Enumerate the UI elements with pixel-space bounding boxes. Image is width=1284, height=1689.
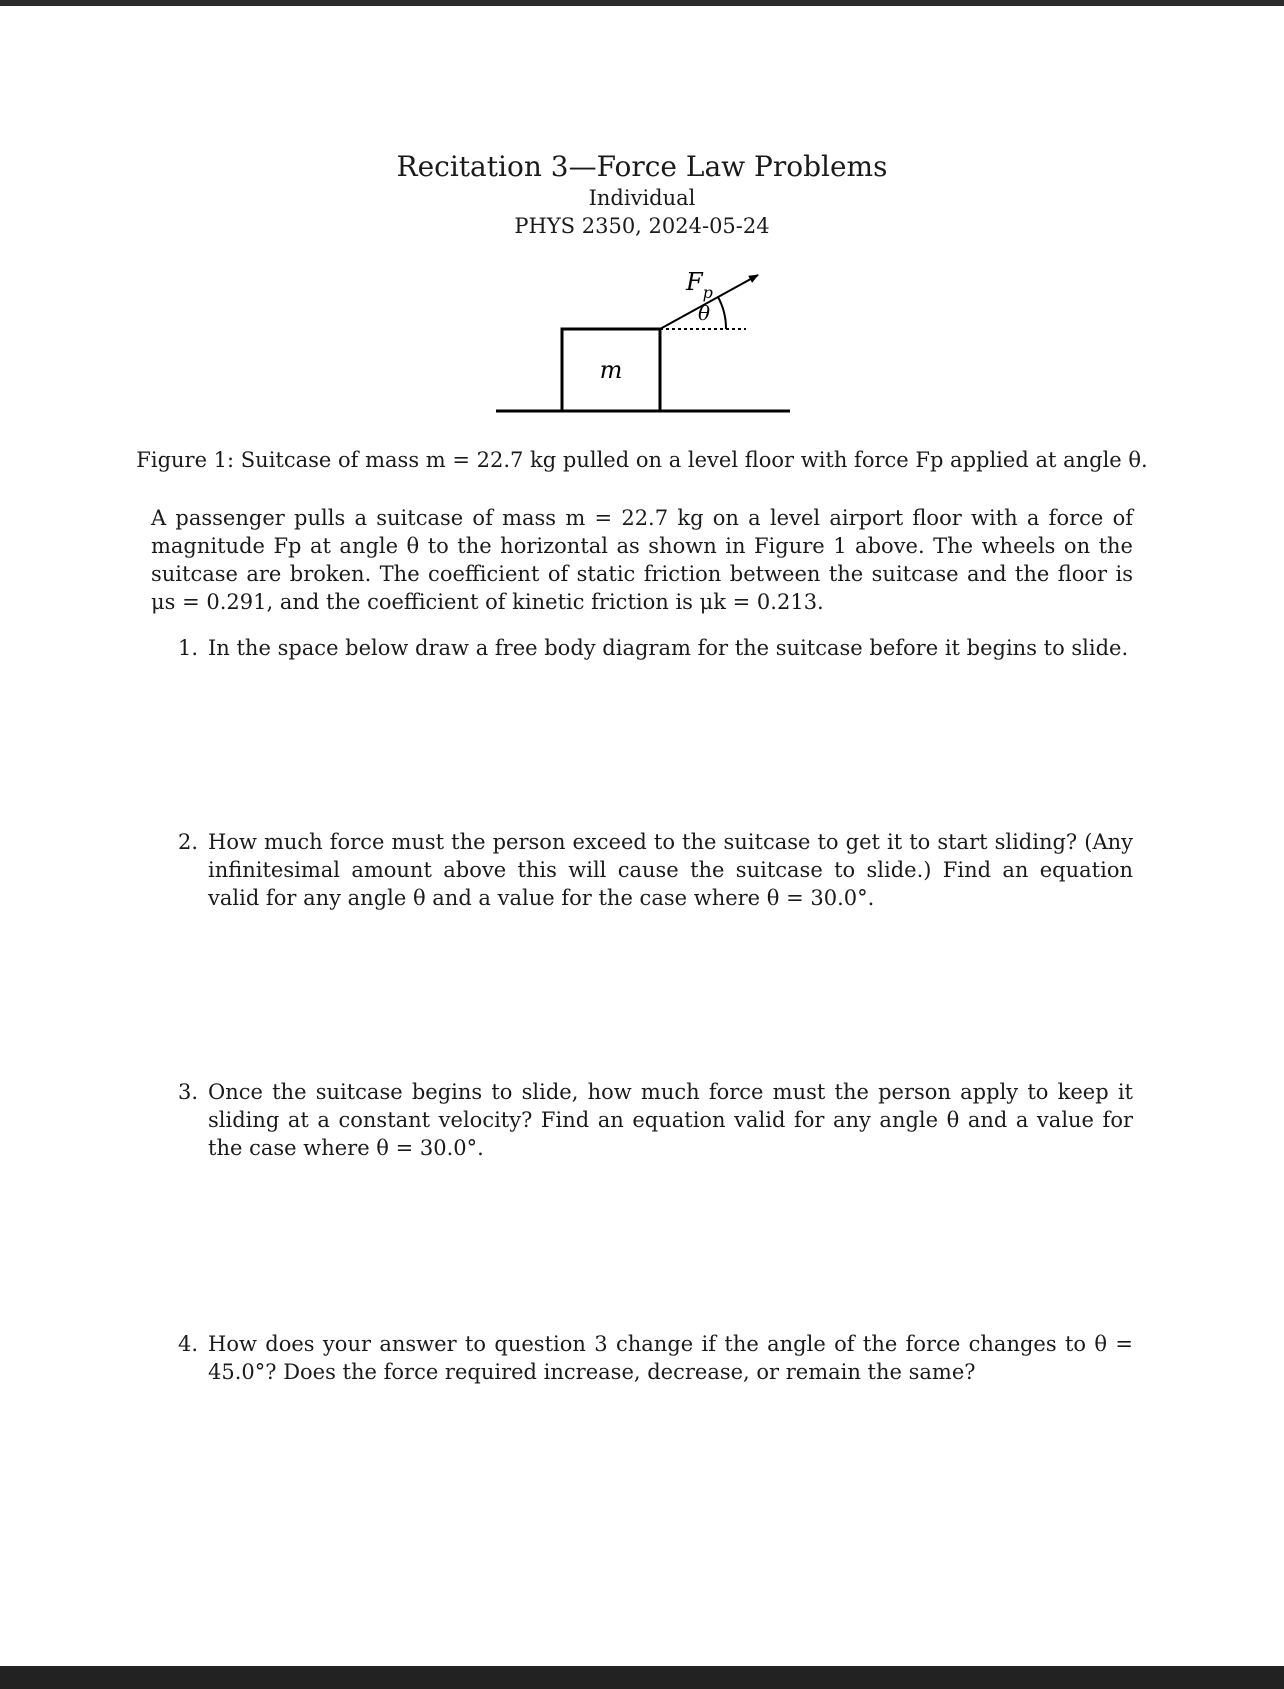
question-1	[178, 634, 1133, 662]
question-number: 2.	[178, 830, 199, 854]
question-4	[178, 1330, 1133, 1386]
bottom-border	[0, 1666, 1284, 1689]
figure-caption: Figure 1: Suitcase of mass m = 22.7 kg pulled on a level floor with force Fp applied at angle θ.	[136, 448, 1148, 472]
question-text: How much force must the person exceed to the suitcase to get it to start sliding? (Any infinitesimal amount above this will cause the suitcase to slide.) Find an equation valid for any angle θ and a value for the case where θ = 30.0°.	[208, 830, 1133, 910]
question-2	[178, 828, 1133, 912]
question-text: How does your answer to question 3 change if the angle of the force changes to θ = 45.0°? Does the force required increase, decrease, or remain the same?	[208, 1332, 1133, 1384]
angle-arc	[718, 297, 726, 329]
question-number: 4.	[178, 1332, 199, 1356]
question-3	[178, 1078, 1133, 1162]
question-text: Once the suitcase begins to slide, how much force must the person apply to keep it sliding at a constant velocity? Find an equation valid for any angle θ and a value for the case where θ = 30.0°.	[208, 1080, 1133, 1160]
page-subtitle: Individual	[588, 186, 696, 210]
page-title: Recitation 3—Force Law Problems	[396, 150, 888, 183]
suitcase-figure	[480, 262, 820, 422]
question-number: 1.	[178, 636, 199, 660]
force-label: $F_p$	[686, 268, 713, 302]
question-text: In the space below draw a free body diagram for the suitcase before it begins to slide.	[208, 636, 1129, 660]
problem-statement: A passenger pulls a suitcase of mass m = 22.7 kg on a level airport floor with a force of magnitude Fp at angle θ to the horizontal as shown in Figure 1 above. The wheels on the suitcase are broken. The coefficient of static friction between the suitcase and the floor is μs = 0.291, and the coefficient of kinetic friction is μk = 0.213.	[151, 506, 1133, 614]
angle-label: θ	[697, 301, 711, 325]
course-date: PHYS 2350, 2024-05-24	[514, 214, 770, 238]
question-number: 3.	[178, 1080, 199, 1104]
mass-label: m	[599, 356, 623, 384]
